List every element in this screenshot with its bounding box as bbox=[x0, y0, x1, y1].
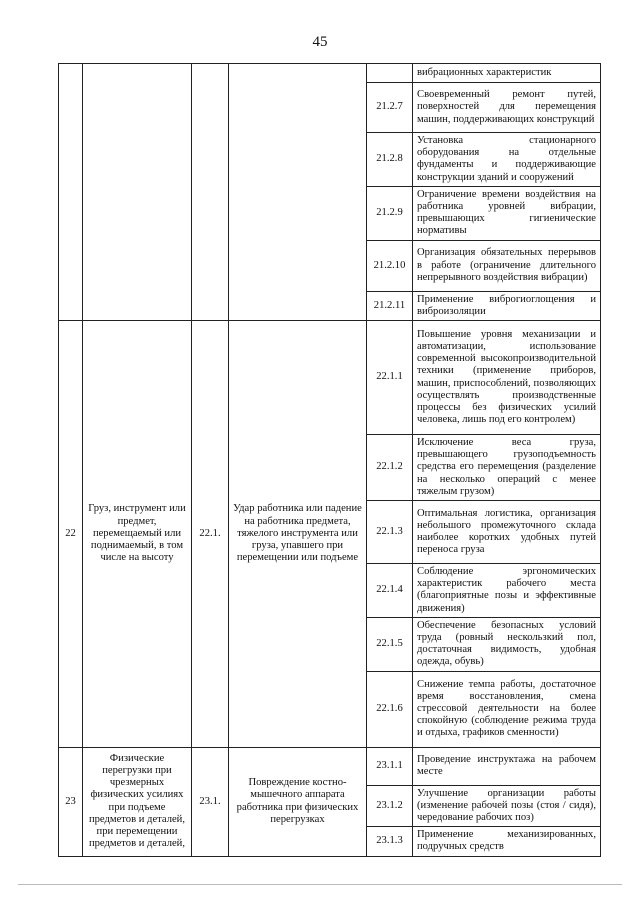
measure-code: 21.2.10 bbox=[367, 240, 413, 291]
measure-text: Обеспечение безопасных условий труда (ровный нескользкий пол, достаточная видимость, удобная одежда, обувь) bbox=[413, 617, 601, 671]
measure-text: Применение механизированных, подручных средств bbox=[413, 827, 601, 856]
measure-code: 22.1.4 bbox=[367, 564, 413, 618]
measure-text: Проведение инструктажа на рабочем месте bbox=[413, 747, 601, 785]
table-row bbox=[59, 321, 601, 435]
page-number: 45 bbox=[312, 34, 328, 50]
hazard-code-cell bbox=[192, 64, 229, 321]
measure-code: 22.1.6 bbox=[367, 671, 413, 747]
measure-code: 22.1.5 bbox=[367, 617, 413, 671]
measure-text: Повышение уровня механизации и автоматизации, использование современной высокопроизводительной техники (применение приборов, машин, приспособлений, позволяющих осуществлять производственные процессы без физических усилий человека, лишь под его контролем) bbox=[413, 321, 601, 435]
table-row bbox=[59, 64, 601, 83]
measure-text: Исключение веса груза, превышающего грузоподъемность средства его перемещения (разделение на несколько операций с менее тяжелым грузом) bbox=[413, 435, 601, 501]
hazard-name-cell bbox=[83, 64, 192, 321]
measure-text: Соблюдение эргономических характеристик рабочего места (благоприятные позы и эффективные движения) bbox=[413, 564, 601, 618]
measure-code: 21.2.11 bbox=[367, 291, 413, 320]
hazard-measures-table bbox=[58, 63, 601, 857]
hazard-number: 23 bbox=[59, 747, 83, 856]
table-row bbox=[59, 747, 601, 785]
hazard-name: Физические перегрузки при чрезмерных физических усилиях при подъеме предметов и деталей, при перемещении предметов и деталей, bbox=[83, 747, 192, 856]
hazard-number: 22 bbox=[59, 321, 83, 748]
measure-text: Снижение темпа работы, достаточное время восстановления, смена стрессовой деятельности на более спокойную (соблюдение режима труда и отдыха, графиков сменности) bbox=[413, 671, 601, 747]
measure-code: 22.1.2 bbox=[367, 435, 413, 501]
hazard-number-cell bbox=[59, 64, 83, 321]
measure-code: 23.1.2 bbox=[367, 785, 413, 827]
hazard-event: Повреждение костно-мышечного аппарата работника при физических перегрузках bbox=[229, 747, 367, 856]
measure-text: Улучшение организации работы (изменение рабочей позы (стоя / сидя), чередование рабочих поз) bbox=[413, 785, 601, 827]
measure-text: Применение виброгиоглощения и виброизоляции bbox=[413, 291, 601, 320]
measure-text: вибрационных характеристик bbox=[413, 64, 601, 83]
hazard-code: 22.1. bbox=[192, 321, 229, 748]
measure-text: Организация обязательных перерывов в работе (ограничение длительного непрерывного воздействия вибрации) bbox=[413, 240, 601, 291]
measure-code: 21.2.9 bbox=[367, 186, 413, 240]
measure-code: 22.1.1 bbox=[367, 321, 413, 435]
measure-text: Оптимальная логистика, организация небольшого промежуточного склада наиболее коротких удобных путей переноса груза bbox=[413, 501, 601, 564]
measure-code: 23.1.3 bbox=[367, 827, 413, 856]
measure-text: Ограничение времени воздействия на работника уровней вибрации, превышающих гигиенические нормативы bbox=[413, 186, 601, 240]
page-bottom-edge bbox=[18, 884, 622, 885]
hazard-code: 23.1. bbox=[192, 747, 229, 856]
hazard-event: Удар работника или падение на работника предмета, тяжелого инструмента или груза, упавшего при перемещении или подъеме bbox=[229, 321, 367, 748]
measure-code-cell bbox=[367, 64, 413, 83]
measure-text: Своевременный ремонт путей, поверхностей для перемещения машин, поддерживающих конструкций bbox=[413, 83, 601, 133]
measure-text: Установка стационарного оборудования на отдельные фундаменты и поддерживающие конструкции зданий и сооружений bbox=[413, 133, 601, 187]
measure-code: 22.1.3 bbox=[367, 501, 413, 564]
hazard-event-cell bbox=[229, 64, 367, 321]
measure-code: 23.1.1 bbox=[367, 747, 413, 785]
hazard-name: Груз, инструмент или предмет, перемещаемый или поднимаемый, в том числе на высоту bbox=[83, 321, 192, 748]
measure-code: 21.2.7 bbox=[367, 83, 413, 133]
measure-code: 21.2.8 bbox=[367, 133, 413, 187]
